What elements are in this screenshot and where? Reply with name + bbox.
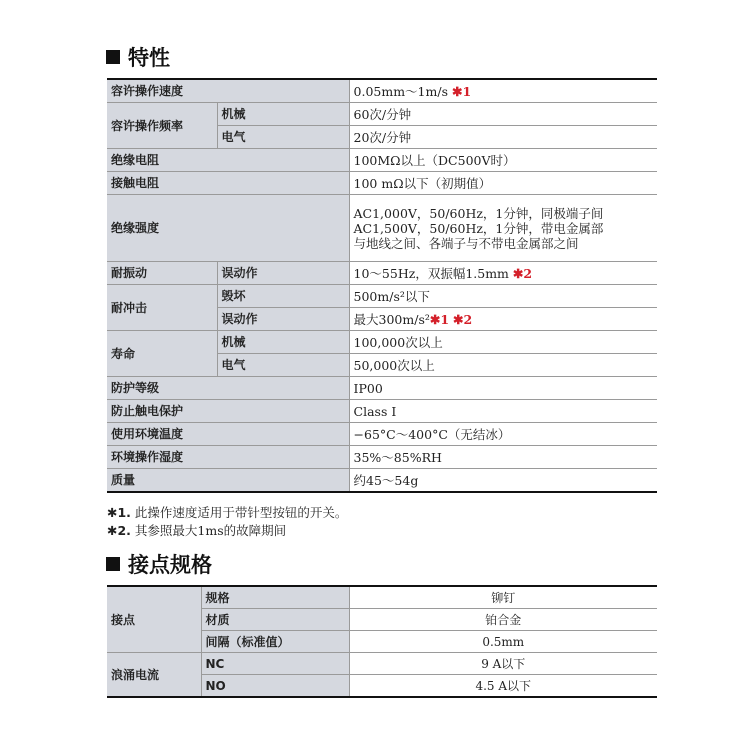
no-value: 4.5 A以下 <box>349 675 657 698</box>
freq-elec-value: 20次/分钟 <box>349 126 657 149</box>
vibration-label: 耐振动 <box>107 262 217 285</box>
life-mech-label: 机械 <box>217 331 349 354</box>
mass-label: 质量 <box>107 469 349 493</box>
mass-value: 约45～54g <box>349 469 657 493</box>
life-elec-label: 电气 <box>217 354 349 377</box>
shock-protection-label: 防止触电保护 <box>107 400 349 423</box>
nc-value: 9 A以下 <box>349 653 657 675</box>
table-row <box>107 172 657 195</box>
shock-malfunc-label: 误动作 <box>217 308 349 331</box>
no-label: NO <box>201 675 349 698</box>
table-row <box>107 149 657 172</box>
inrush-label: 浪涌电流 <box>107 653 201 698</box>
contact-spec-title: 接点规格 <box>128 553 212 577</box>
contact-spec-table <box>107 585 657 698</box>
table-row <box>107 331 657 354</box>
heading-square-icon <box>106 50 120 64</box>
table-row <box>107 469 657 493</box>
vibration-value: 10～55Hz，双振幅1.5mm ✱2 <box>349 262 657 285</box>
heading-square-icon <box>106 557 120 571</box>
contact-material-value: 铂合金 <box>349 609 657 631</box>
table-row <box>107 377 657 400</box>
shock-destroy-value: 500m/s²以下 <box>349 285 657 308</box>
characteristics-title: 特性 <box>128 46 170 70</box>
characteristics-heading <box>106 42 170 72</box>
contact-res-value: 100 mΩ以下（初期值） <box>349 172 657 195</box>
speed-label: 容许操作速度 <box>107 79 349 103</box>
characteristics-table <box>107 78 657 493</box>
footnote-2: ✱2. 其参照最大1ms的故障期间 <box>107 523 287 538</box>
nc-label: NC <box>201 653 349 675</box>
shock-protection-value: Class I <box>349 400 657 423</box>
note-mark: ✱2 <box>453 311 473 327</box>
footnote-1: ✱1. 此操作速度适用于带针型按钮的开关。 <box>107 505 348 520</box>
note-mark: ✱2 <box>512 265 533 281</box>
life-elec-value: 50,000次以上 <box>349 354 657 377</box>
table-row <box>107 262 657 285</box>
table-row <box>107 446 657 469</box>
table-row <box>107 195 657 262</box>
table-row <box>107 586 657 609</box>
contact-spec-value: 铆钉 <box>349 586 657 609</box>
footnotes <box>107 504 347 540</box>
note-mark: ✱1 <box>429 311 450 327</box>
freq-label: 容许操作频率 <box>107 103 217 149</box>
freq-elec-label: 电气 <box>217 126 349 149</box>
vibration-sub-label: 误动作 <box>217 262 349 285</box>
shock-destroy-label: 毁坏 <box>217 285 349 308</box>
shock-malfunc-value: 最大300m/s²✱1 ✱2 <box>349 308 657 331</box>
dielectric-label: 绝缘强度 <box>107 195 349 262</box>
protection-value: IP00 <box>349 377 657 400</box>
shock-label: 耐冲击 <box>107 285 217 331</box>
dielectric-value: AC1,000V，50/60Hz，1分钟，同极端子间 AC1,500V，50/60Hz，1分钟，带电金属部 与地线之间、各端子与不带电金属部之间 <box>349 195 657 262</box>
humidity-value: 35%～85%RH <box>349 446 657 469</box>
table-row <box>107 285 657 308</box>
contact-gap-value: 0.5mm <box>349 631 657 653</box>
table-row <box>107 423 657 446</box>
table-row <box>107 653 657 675</box>
temp-value: −65°C～400°C（无结冰） <box>349 423 657 446</box>
temp-label: 使用环境温度 <box>107 423 349 446</box>
speed-value: 0.05mm～1m/s ✱1 <box>349 79 657 103</box>
protection-label: 防护等级 <box>107 377 349 400</box>
table-row <box>107 79 657 103</box>
life-mech-value: 100,000次以上 <box>349 331 657 354</box>
humidity-label: 环境操作湿度 <box>107 446 349 469</box>
life-label: 寿命 <box>107 331 217 377</box>
contact-spec-label: 规格 <box>201 586 349 609</box>
freq-mech-value: 60次/分钟 <box>349 103 657 126</box>
note-mark: ✱1 <box>451 83 472 99</box>
table-row <box>107 103 657 126</box>
contact-res-label: 接触电阻 <box>107 172 349 195</box>
contact-material-label: 材质 <box>201 609 349 631</box>
freq-mech-label: 机械 <box>217 103 349 126</box>
contact-label: 接点 <box>107 586 201 653</box>
insulation-res-label: 绝缘电阻 <box>107 149 349 172</box>
contact-gap-label: 间隔（标准值） <box>201 631 349 653</box>
contact-spec-heading <box>106 549 212 579</box>
table-row <box>107 400 657 423</box>
insulation-res-value: 100MΩ以上（DC500V时） <box>349 149 657 172</box>
